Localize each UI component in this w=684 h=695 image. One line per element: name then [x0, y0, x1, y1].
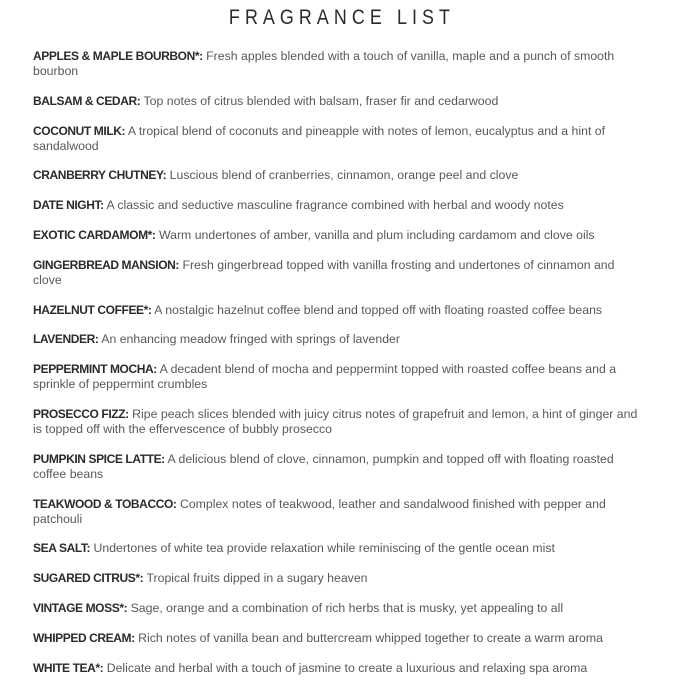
fragrance-description: Undertones of white tea provide relaxation while reminiscing of the gentle ocean mist — [93, 541, 555, 556]
fragrance-description: An enhancing meadow fringed with springs of lavender — [101, 332, 400, 347]
fragrance-description: A nostalgic hazelnut coffee blend and topped off with floating roasted coffee beans — [154, 302, 603, 317]
fragrance-name: SEA SALT: — [33, 541, 91, 556]
fragrance-description: Rich notes of vanilla bean and buttercream whipped together to create a warm aroma — [138, 630, 603, 645]
fragrance-item — [33, 332, 645, 347]
fragrance-name: HAZELNUT COFFEE*: — [33, 302, 152, 317]
fragrance-name: CRANBERRY CHUTNEY: — [33, 168, 167, 183]
fragrance-description: Delicate and herbal with a touch of jasmine to create a luxurious and relaxing spa aroma — [106, 660, 588, 675]
fragrance-item — [33, 452, 645, 482]
fragrance-name: EXOTIC CARDAMOM*: — [33, 227, 156, 242]
fragrance-name: COCONUT MILK: — [33, 123, 126, 138]
fragrance-description: Sage, orange and a combination of rich herbs that is musky, yet appealing to all — [130, 600, 564, 615]
fragrance-description: A decadent blend of mocha and peppermint topped with roasted coffee beans and a sprinkle of peppermint crumbles — [33, 362, 617, 392]
fragrance-item — [33, 228, 645, 243]
fragrance-item — [33, 124, 645, 154]
fragrance-item — [33, 94, 645, 109]
fragrance-description: A classic and seductive masculine fragrance combined with herbal and woody notes — [106, 198, 564, 213]
fragrance-name: APPLES & MAPLE BOURBON*: — [33, 49, 203, 63]
fragrance-item — [33, 198, 645, 213]
fragrance-description: A delicious blend of clove, cinnamon, pumpkin and topped off with floating roasted coffee beans — [33, 451, 614, 481]
fragrance-name: PEPPERMINT MOCHA: — [33, 362, 157, 377]
fragrance-name: TEAKWOOD & TOBACCO: — [33, 496, 177, 511]
fragrance-description: Top notes of citrus blended with balsam, fraser fir and cedarwood — [143, 93, 499, 108]
fragrance-list — [33, 49, 645, 690]
fragrance-name: VINTAGE MOSS*: — [33, 600, 128, 615]
fragrance-item — [33, 571, 645, 586]
fragrance-description: Ripe peach slices blended with juicy citrus notes of grapefruit and lemon, a hint of ginger and is topped off with the effervescence of bubbly prosecco — [33, 406, 638, 436]
fragrance-name: PROSECCO FIZZ: — [33, 406, 129, 421]
fragrance-item — [33, 407, 645, 437]
fragrance-item — [33, 631, 645, 646]
fragrance-item — [33, 541, 645, 556]
fragrance-name: WHITE TEA*: — [33, 660, 104, 675]
fragrance-item — [33, 497, 645, 527]
fragrance-description: Complex notes of teakwood, leather and sandalwood finished with pepper and patchouli — [33, 496, 606, 526]
fragrance-name: DATE NIGHT: — [33, 198, 104, 213]
fragrance-description: Warm undertones of amber, vanilla and plum including cardamom and clove oils — [158, 227, 595, 242]
fragrance-name: GINGERBREAD MANSION: — [33, 257, 180, 272]
page-title: FRAGRANCE LIST — [228, 6, 456, 29]
fragrance-description: Fresh gingerbread topped with vanilla frosting and undertones of cinnamon and clove — [33, 257, 615, 287]
fragrance-name: SUGARED CITRUS*: — [33, 571, 144, 586]
fragrance-name: WHIPPED CREAM: — [33, 630, 135, 645]
fragrance-name: LAVENDER: — [33, 332, 99, 347]
fragrance-item — [33, 303, 645, 318]
fragrance-description: A tropical blend of coconuts and pineapple with notes of lemon, eucalyptus and a hint of sandalwood — [33, 123, 606, 153]
fragrance-description: Luscious blend of cranberries, cinnamon, orange peel and clove — [169, 168, 519, 183]
fragrance-name: PUMPKIN SPICE LATTE: — [33, 451, 165, 466]
fragrance-item — [33, 601, 645, 616]
fragrance-item — [33, 661, 645, 676]
fragrance-item — [33, 258, 645, 288]
fragrance-description: Fresh apples blended with a touch of vanilla, maple and a punch of smooth bourbon — [33, 49, 615, 78]
fragrance-item — [33, 168, 645, 183]
fragrance-item — [33, 362, 645, 392]
fragrance-description: Tropical fruits dipped in a sugary heaven — [146, 571, 368, 586]
fragrance-name: BALSAM & CEDAR: — [33, 93, 141, 108]
fragrance-item — [33, 49, 645, 79]
